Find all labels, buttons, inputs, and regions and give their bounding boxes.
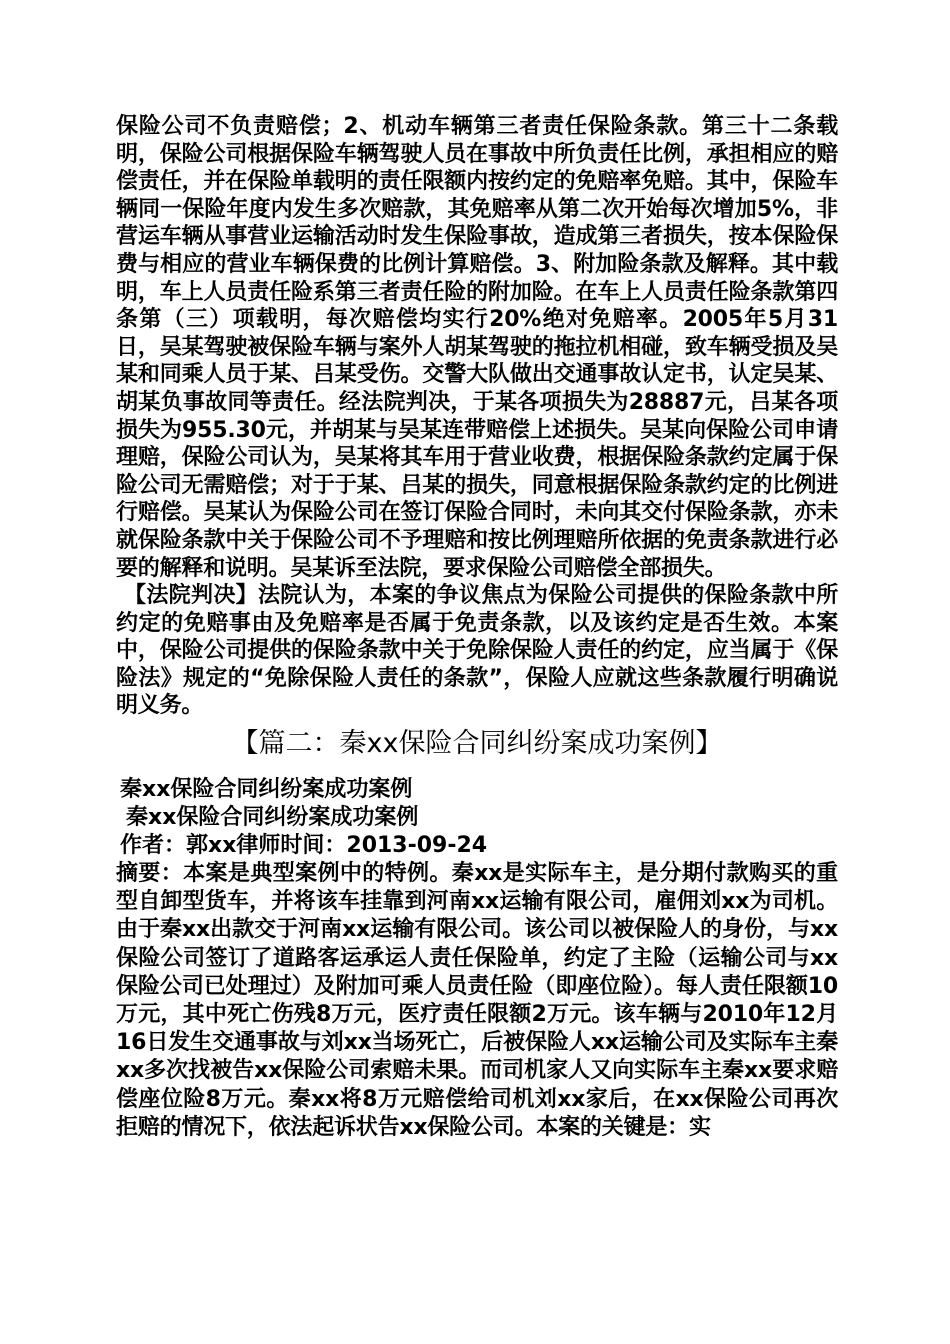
- section-heading: 【篇二：秦xx保险合同纠纷案成功案例】: [231, 728, 723, 760]
- case-background-paragraph: 保险公司不负责赔偿；2、机动车辆第三者责任保险条款。第三十二条载明，保险公司根据保险车辆驾驶人员在事故中所负责任比例，承担相应的赔偿责任，并在保险单载明的责任限额内按约定的免赔率免赔。其中，保险车辆同一保险年度内发生多次赔款，其免赔率从第二次开始每次增加5%，非营运车辆从事营业运输活动时发生保险事故，造成第三者损失，按本保险保费与相应的营业车辆保费的比例计算赔偿。3、附加险条款及解释。其中载明，车上人员责任险系第三者责任险的附加险。在车上人员责任险条款第四条第（三）项载明，每次赔偿均实行20%绝对免赔率。2005年5月31日，吴某驾驶被保险车辆与案外人胡某驾驶的拖拉机相碰，致车辆受损及吴某和同乘人员于某、吕某受伤。交警大队做出交通事故认定书，认定吴某、胡某负事故同等责任。经法院判决，于某各项损失为28887元，吕某各项损失为955.30元，并胡某与吴某连带赔偿上述损失。吴某向保险公司申请理赔，保险公司认为，吴某将其车用于营业收费，根据保险条款约定属于保险公司无需赔偿；对于于某、吕某的损失，同意根据保险条款约定的比例进行赔偿。吴某认为保险公司在签订保险合同时，未向其交付保险条款，亦未就保险条款中关于保险公司不予理赔和按比例理赔所依据的免责条款进行必要的解释和说明。吴某诉至法院，要求保险公司赔偿全部损失。: [116, 114, 838, 581]
- document-body: [116, 113, 838, 1142]
- court-judgment-paragraph: 【法院判决】法院认为，本案的争议焦点为保险公司提供的保险条款中所约定的免赔事由及免赔率是否属于免责条款，以及该约定是否生效。本案中，保险公司提供的保险条款中关于免除保险人责任的约定，应当属于《保险法》规定的“免除保险人责任的条款”，保险人应就这些条款履行明确说明义务。: [116, 583, 838, 719]
- article-subtitle: 秦xx保险合同纠纷案成功案例: [126, 805, 419, 831]
- abstract-paragraph: 摘要：本案是典型案例中的特例。秦xx是实际车主，是分期付款购买的重型自卸型货车，并将该车挂靠到河南xx运输有限公司，雇佣刘xx为司机。由于秦xx出款交于河南xx运输有限公司。该公司以被保险人的身份，与xx保险公司签订了道路客运承运人责任保险单，约定了主险（运输公司与xx保险公司已处理过）及附加可乘人员责任险（即座位险）。每人责任限额10万元，其中死亡伤残8万元，医疗责任限额2万元。该车辆与2010年12月16日发生交通事故与刘xx当场死亡，后被保险人xx运输公司及实际车主秦xx多次找被告xx保险公司索赔未果。而司机家人又向实际车主秦xx要求赔偿座位险8万元。秦xx将8万元赔偿给司机刘xx家后，在xx保险公司再次拒赔的情况下，依法起诉状告xx保险公司。本案的关键是：实: [116, 861, 838, 1140]
- author-date-line: 作者：郭xx律师时间：2013-09-24: [120, 833, 488, 859]
- article-title: 秦xx保险合同纠纷案成功案例: [120, 777, 413, 803]
